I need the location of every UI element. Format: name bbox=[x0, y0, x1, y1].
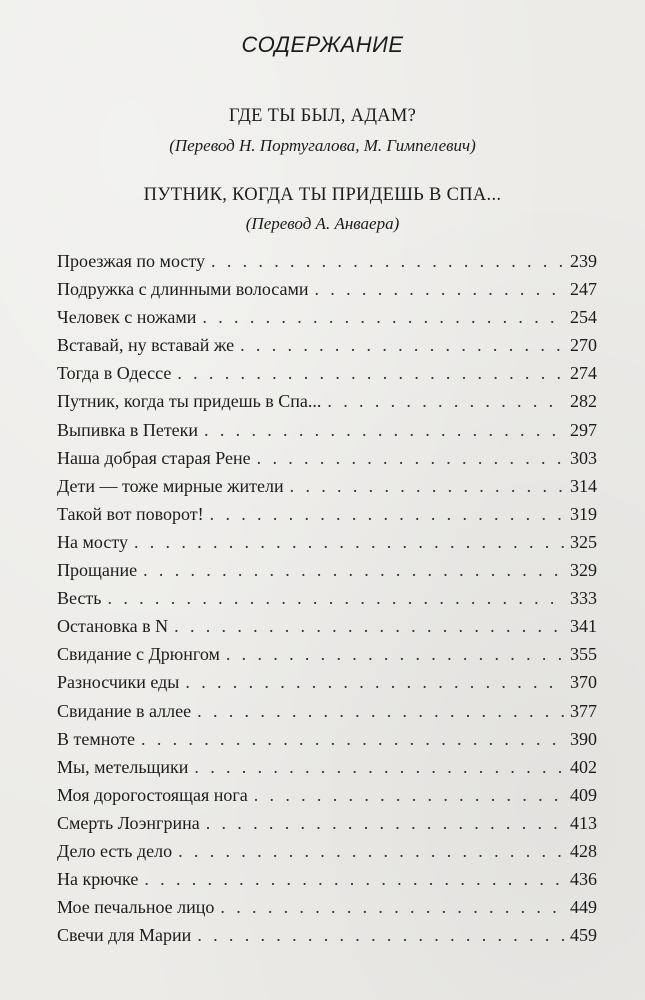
toc-entry-page: 319 bbox=[570, 503, 597, 524]
toc-leader-dots bbox=[315, 279, 565, 300]
toc-entry bbox=[57, 335, 597, 363]
toc-entry bbox=[57, 391, 597, 419]
toc-entry-page: 413 bbox=[570, 812, 597, 833]
toc-entry bbox=[57, 363, 597, 391]
toc-entry-page: 274 bbox=[570, 363, 597, 384]
toc-entry-page: 449 bbox=[570, 897, 597, 918]
toc-entry-title: Такой вот поворот! bbox=[57, 503, 204, 524]
toc-entry-page: 247 bbox=[570, 279, 597, 300]
toc-entry-page: 377 bbox=[570, 700, 597, 721]
toc-entry bbox=[57, 897, 597, 925]
toc-entry-title: Человек с ножами bbox=[57, 307, 197, 328]
toc-entry-title: Прощание bbox=[57, 560, 138, 581]
toc-entry-page: 341 bbox=[570, 616, 597, 637]
toc-leader-dots bbox=[202, 307, 564, 328]
toc-entry-title: Тогда в Одессе bbox=[57, 363, 172, 384]
toc-entry-title: Остановка в N bbox=[57, 616, 169, 637]
toc-leader-dots bbox=[174, 616, 564, 637]
toc-entry bbox=[57, 279, 597, 307]
toc-entry-page: 254 bbox=[570, 307, 597, 328]
toc-entry-page: 436 bbox=[570, 869, 597, 890]
work-translator-2: (Перевод А. Анваера) bbox=[245, 214, 400, 233]
table-of-contents bbox=[57, 251, 597, 953]
toc-entry bbox=[57, 476, 597, 504]
toc-leader-dots bbox=[226, 644, 564, 665]
toc-entry-page: 370 bbox=[570, 672, 597, 693]
toc-leader-dots bbox=[257, 448, 564, 469]
toc-entry bbox=[57, 757, 597, 785]
toc-entry-title: Мы, метельщики bbox=[57, 756, 189, 777]
toc-entry bbox=[57, 448, 597, 476]
toc-entry-title: Разносчики еды bbox=[57, 672, 180, 693]
toc-entry-page: 390 bbox=[570, 728, 597, 749]
toc-entry-title: Дело есть дело bbox=[57, 840, 173, 861]
toc-leader-dots bbox=[144, 869, 564, 890]
toc-leader-dots bbox=[211, 251, 564, 272]
toc-entry bbox=[57, 925, 597, 953]
toc-entry-title: Подружка с длинными волосами bbox=[57, 279, 309, 300]
toc-entry-title: Путник, когда ты придешь в Спа... bbox=[57, 391, 322, 412]
toc-entry-title: Свидание в аллее bbox=[57, 700, 192, 721]
toc-leader-dots bbox=[108, 588, 564, 609]
toc-entry bbox=[57, 532, 597, 560]
toc-leader-dots bbox=[204, 420, 564, 441]
toc-entry bbox=[57, 841, 597, 869]
toc-leader-dots bbox=[178, 841, 564, 862]
toc-entry bbox=[57, 701, 597, 729]
toc-entry-title: Вставай, ну вставай же bbox=[57, 335, 235, 356]
toc-entry bbox=[57, 869, 597, 897]
toc-entry-page: 314 bbox=[570, 475, 597, 496]
toc-leader-dots bbox=[185, 672, 564, 693]
work-title-1: ГДЕ ТЫ БЫЛ, АДАМ? bbox=[228, 106, 417, 126]
toc-leader-dots bbox=[134, 532, 564, 553]
toc-leader-dots bbox=[177, 363, 564, 384]
contents-heading: СОДЕРЖАНИЕ bbox=[241, 32, 404, 57]
toc-entry bbox=[57, 785, 597, 813]
toc-entry-title: Весть bbox=[57, 588, 102, 609]
toc-leader-dots bbox=[197, 701, 564, 722]
toc-entry bbox=[57, 813, 597, 841]
toc-entry-title: На мосту bbox=[57, 531, 128, 552]
toc-leader-dots bbox=[220, 897, 564, 918]
toc-entry bbox=[57, 560, 597, 588]
toc-entry bbox=[57, 251, 597, 279]
toc-entry-page: 409 bbox=[570, 784, 597, 805]
toc-entry-page: 282 bbox=[570, 391, 597, 412]
toc-entry-page: 239 bbox=[570, 251, 597, 271]
toc-leader-dots bbox=[327, 391, 564, 412]
toc-entry bbox=[57, 616, 597, 644]
toc-entry-title: На крючке bbox=[57, 869, 139, 890]
toc-entry bbox=[57, 504, 597, 532]
toc-leader-dots bbox=[143, 560, 564, 581]
toc-entry bbox=[57, 307, 597, 335]
toc-entry bbox=[57, 588, 597, 616]
toc-entry-page: 428 bbox=[570, 840, 597, 861]
toc-leader-dots bbox=[141, 729, 564, 750]
toc-entry bbox=[57, 729, 597, 757]
toc-leader-dots bbox=[197, 925, 564, 946]
toc-entry-page: 329 bbox=[570, 560, 597, 581]
work-translator-1: (Перевод Н. Португалова, М. Гимпелевич) bbox=[169, 136, 476, 155]
toc-leader-dots bbox=[206, 813, 564, 834]
toc-leader-dots bbox=[240, 335, 564, 356]
toc-entry-page: 325 bbox=[570, 531, 597, 552]
toc-entry-page: 270 bbox=[570, 335, 597, 356]
toc-entry-title: Выпивка в Петеки bbox=[57, 419, 199, 440]
toc-entry-title: Свечи для Марии bbox=[57, 925, 192, 946]
work-title-2: ПУТНИК, КОГДА ТЫ ПРИДЕШЬ В СПА... bbox=[143, 185, 502, 205]
toc-entry bbox=[57, 672, 597, 700]
toc-entry-title: Свидание с Дрюнгом bbox=[57, 644, 220, 665]
toc-entry-page: 402 bbox=[570, 756, 597, 777]
toc-entry-page: 333 bbox=[570, 588, 597, 609]
toc-entry-title: Моя дорогостоящая нога bbox=[57, 784, 248, 805]
toc-leader-dots bbox=[210, 504, 564, 525]
toc-entry bbox=[57, 420, 597, 448]
toc-entry-page: 303 bbox=[570, 447, 597, 468]
toc-entry-page: 297 bbox=[570, 419, 597, 440]
toc-entry-title: Проезжая по мосту bbox=[57, 251, 206, 271]
toc-entry-title: Дети — тоже мирные жители bbox=[57, 475, 284, 496]
toc-leader-dots bbox=[290, 476, 564, 497]
toc-entry-title: Наша добрая старая Рене bbox=[57, 447, 251, 468]
toc-leader-dots bbox=[254, 785, 564, 806]
toc-entry-title: Мое печальное лицо bbox=[57, 897, 215, 918]
toc-entry-page: 459 bbox=[570, 925, 597, 946]
toc-entry-title: Смерть Лоэнгрина bbox=[57, 812, 200, 833]
toc-entry bbox=[57, 644, 597, 672]
toc-leader-dots bbox=[194, 757, 564, 778]
toc-entry-title: В темноте bbox=[57, 728, 136, 749]
toc-entry-page: 355 bbox=[570, 644, 597, 665]
